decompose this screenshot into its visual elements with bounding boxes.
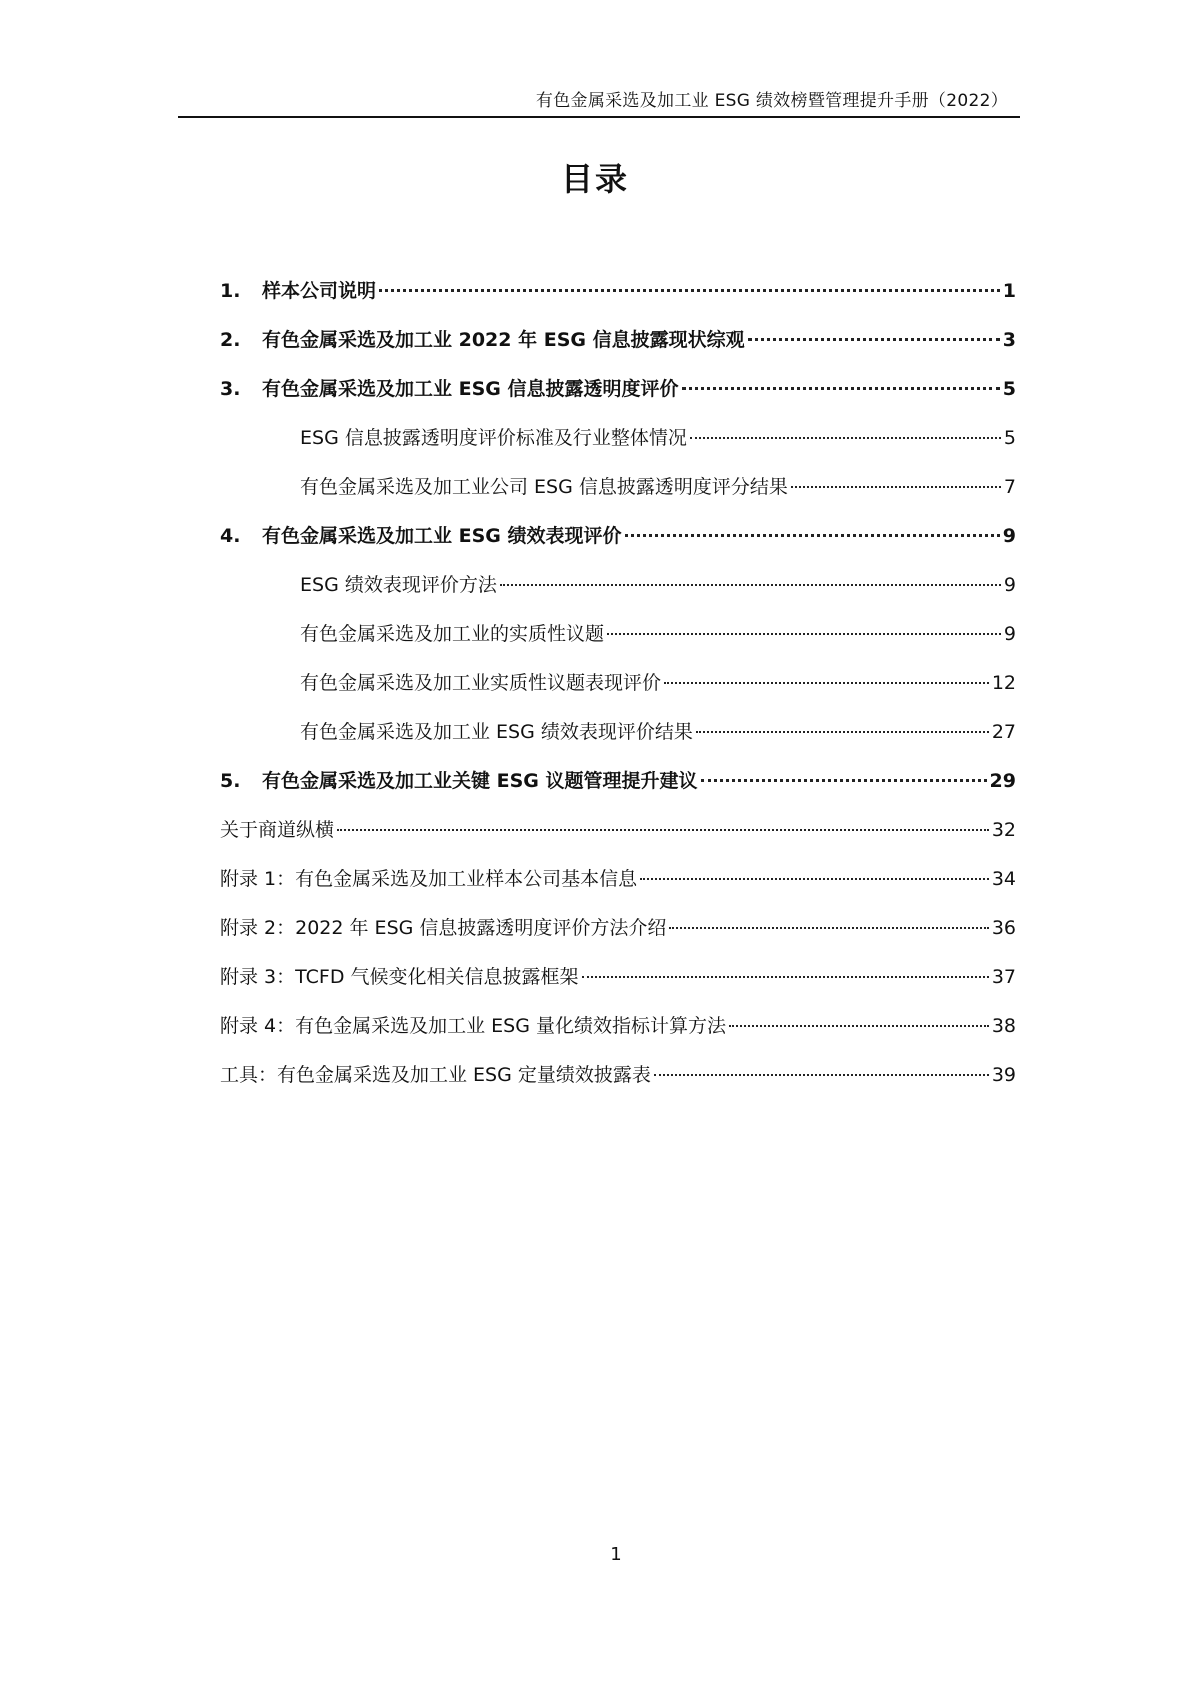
dot-leader [379,289,1000,292]
header-title: 有色金属采选及加工业 ESG 绩效榜暨管理提升手册（2022） [535,91,1008,111]
toc-entry-number: 4. [220,525,241,547]
toc-entry-text: 关于商道纵横 [220,819,335,841]
toc-entry-page: 34 [991,868,1016,890]
toc-entry-page: 36 [991,917,1016,939]
toc-entry-text: 样本公司说明 [262,280,377,302]
dot-leader [748,338,1000,341]
toc-entry-text: 有色金属采选及加工业的实质性议题 [300,623,605,645]
toc-entry-page: 9 [1003,623,1016,645]
dot-leader [669,927,988,929]
dot-leader [690,437,1001,439]
toc-entry-text: 附录 3：TCFD 气候变化相关信息披露框架 [220,966,579,988]
toc-entry-text: 有色金属采选及加工业 2022 年 ESG 信息披露现状综观 [262,329,745,351]
toc-entry-text: 有色金属采选及加工业 ESG 信息披露透明度评价 [262,378,679,400]
toc-appendix-entry[interactable] [220,963,1016,991]
toc-entry-page: 9 [1003,574,1016,596]
toc-subentry[interactable] [300,718,1016,746]
page-number: 1 [610,1544,622,1565]
toc-entry-page: 32 [991,819,1016,841]
dot-leader [791,486,1001,488]
toc-subentry[interactable] [300,571,1016,599]
toc-entry-text: ESG 信息披露透明度评价标准及行业整体情况 [300,427,687,449]
toc-subentry[interactable] [300,620,1016,648]
toc-appendix-entry[interactable] [220,816,1016,844]
toc-entry[interactable] [220,375,1016,403]
toc-entry-number: 5. [220,770,241,792]
toc-entry-text: ESG 绩效表现评价方法 [300,574,497,596]
toc-entry-page: 3 [1002,329,1016,351]
toc-entry-text: 有色金属采选及加工业 ESG 绩效表现评价 [262,525,622,547]
toc-entry[interactable] [220,522,1016,550]
toc-entry-number: 3. [220,378,241,400]
toc-entry-text: 附录 2：2022 年 ESG 信息披露透明度评价方法介绍 [220,917,667,939]
dot-leader [582,976,989,978]
dot-leader [640,878,989,880]
dot-leader [337,829,989,831]
dot-leader [729,1025,989,1027]
toc-entry[interactable] [220,326,1016,354]
toc-subentry[interactable] [300,424,1016,452]
toc-entry-page: 9 [1002,525,1016,547]
toc-entry-text: 有色金属采选及加工业实质性议题表现评价 [300,672,662,694]
toc-appendix-entry[interactable] [220,914,1016,942]
toc-entry-text: 有色金属采选及加工业关键 ESG 议题管理提升建议 [262,770,698,792]
toc-entry-text: 有色金属采选及加工业 ESG 绩效表现评价结果 [300,721,693,743]
page-header [178,82,1020,118]
toc-entry-page: 5 [1002,378,1016,400]
toc-subentry[interactable] [300,473,1016,501]
toc-entry-page: 38 [991,1015,1016,1037]
toc-entry-page: 37 [991,966,1016,988]
toc-entry-page: 1 [1002,280,1016,302]
toc-appendix-entry[interactable] [220,1012,1016,1040]
toc-entry-page: 27 [991,721,1016,743]
dot-leader [625,534,1000,537]
toc-entry[interactable] [220,767,1016,795]
dot-leader [701,779,987,782]
toc-entry-number: 1. [220,280,241,302]
dot-leader [654,1074,989,1076]
toc-entry-page: 29 [989,770,1016,792]
toc-entry-text: 有色金属采选及加工业公司 ESG 信息披露透明度评分结果 [300,476,788,498]
toc-appendix-entry[interactable] [220,1061,1016,1089]
toc-entry-text: 工具：有色金属采选及加工业 ESG 定量绩效披露表 [220,1064,651,1086]
toc-entry[interactable] [220,277,1016,305]
toc-entry-number: 2. [220,329,241,351]
toc-entry-page: 39 [991,1064,1016,1086]
toc-entry-page: 5 [1003,427,1016,449]
toc-entry-page: 7 [1003,476,1016,498]
dot-leader [607,633,1001,635]
toc-entry-text: 附录 1：有色金属采选及加工业样本公司基本信息 [220,868,638,890]
toc-subentry[interactable] [300,669,1016,697]
toc-entry-text: 附录 4：有色金属采选及加工业 ESG 量化绩效指标计算方法 [220,1015,726,1037]
toc-title: 目录 [560,160,629,198]
toc-appendix-entry[interactable] [220,865,1016,893]
dot-leader [500,584,1001,586]
toc-entry-page: 12 [991,672,1016,694]
dot-leader [664,682,989,684]
dot-leader [696,731,989,733]
dot-leader [682,387,1000,390]
